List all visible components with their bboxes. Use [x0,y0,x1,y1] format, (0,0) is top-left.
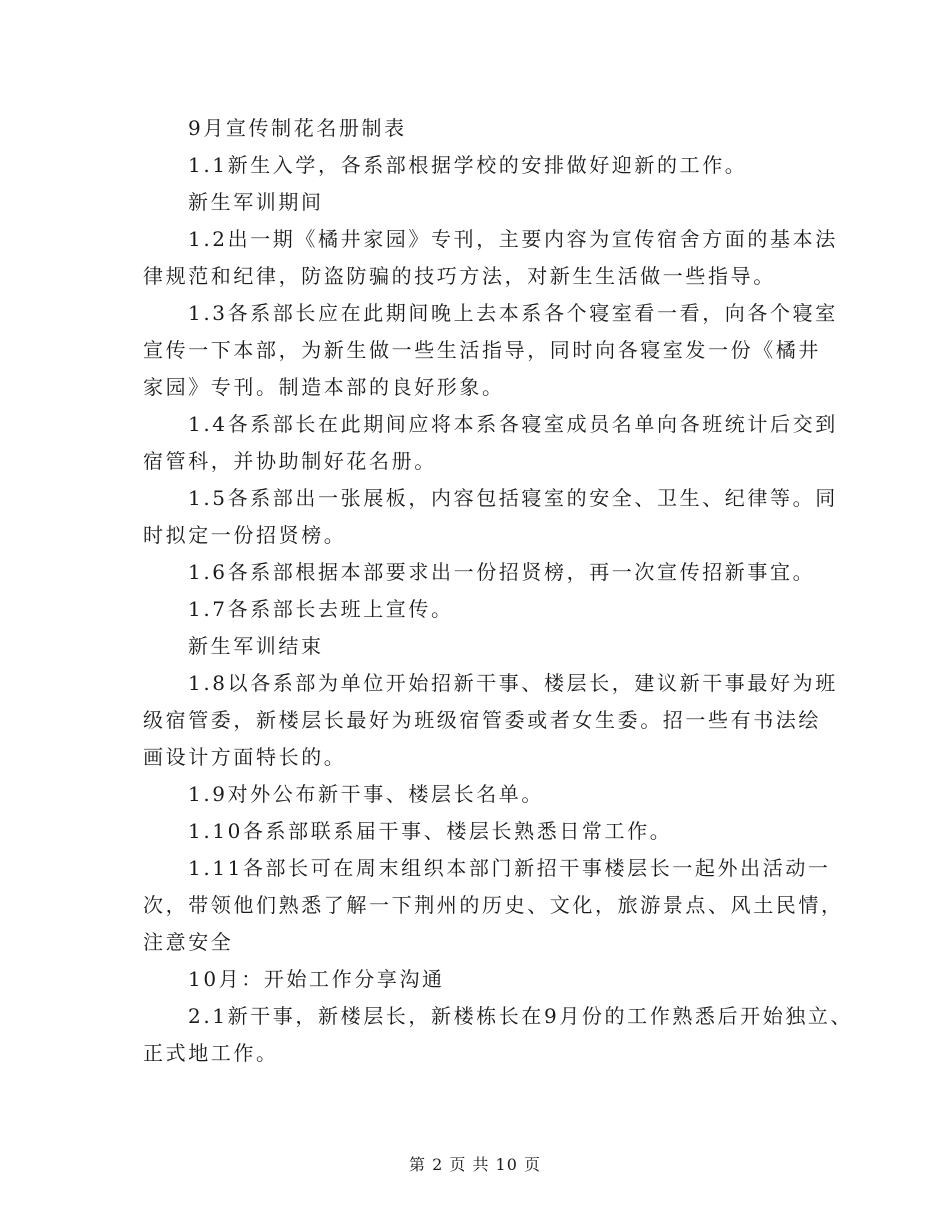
paragraph-line: 9月宣传制花名册制表 [188,116,407,140]
paragraph-line: 1.1新生入学，各系部根据学校的安排做好迎新的工作。 [188,153,748,177]
paragraph-line: 1.11各部长可在周末组织本部门新招干事楼层长一起外出活动一 [188,856,831,880]
paragraph-line: 1.9对外公布新干事、楼层长名单。 [188,782,545,806]
paragraph-line: 宣传一下本部，为新生做一些生活指导，同时向各寝室发一份《橘井 [143,338,821,362]
paragraph-line: 次，带领他们熟悉了解一下荆州的历史、文化，旅游景点、风土民情， [143,893,844,917]
page-number-footer: 第 2 页 共 10 页 [409,1155,541,1174]
paragraph-line: 1.5各系部出一张展板，内容包括寝室的安全、卫生、纪律等。同 [188,486,838,510]
paragraph-line: 1.3各系部长应在此期间晚上去本系各个寝室看一看，向各个寝室 [188,301,838,325]
paragraph-line: 2.1新干事，新楼层长，新楼栋长在9月份的工作熟悉后开始独立、 [188,1004,854,1028]
paragraph-line: 家园》专刊。制造本部的良好形象。 [143,375,505,399]
paragraph-line: 级宿管委，新楼层长最好为班级宿管委或者女生委。招一些有书法绘 [143,708,821,732]
paragraph-line: 律规范和纪律，防盗防骗的技巧方法，对新生生活做一些指导。 [143,264,776,288]
paragraph-line: 画设计方面特长的。 [143,745,347,769]
paragraph-line: 宿管科，并协助制好花名册。 [143,449,437,473]
paragraph-line: 时拟定一份招贤榜。 [143,523,347,547]
paragraph-line: 1.6各系部根据本部要求出一份招贤榜，再一次宣传招新事宜。 [188,560,816,584]
section-heading: 10月：开始工作分享沟通 [188,967,445,991]
section-heading: 新生军训期间 [188,190,324,214]
paragraph-line: 注意安全 [143,930,234,954]
paragraph-line: 正式地工作。 [143,1041,279,1065]
paragraph-line: 1.8以各系部为单位开始招新干事、楼层长，建议新干事最好为班 [188,671,838,695]
paragraph-line: 1.10各系部联系届干事、楼层长熟悉日常工作。 [188,819,673,843]
section-heading: 新生军训结束 [188,634,324,658]
paragraph-line: 1.2出一期《橘井家园》专刊，主要内容为宣传宿舍方面的基本法 [188,227,838,251]
paragraph-line: 1.4各系部长在此期间应将本系各寝室成员名单向各班统计后交到 [188,412,838,436]
paragraph-line: 1.7各系部长去班上宣传。 [188,597,454,621]
